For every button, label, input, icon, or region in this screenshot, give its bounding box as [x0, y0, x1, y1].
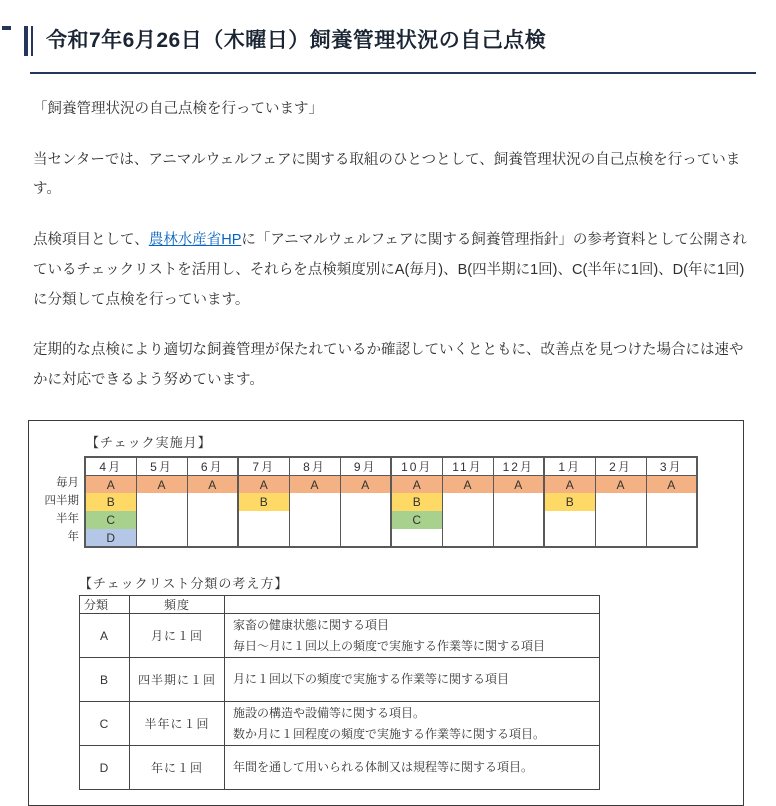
month-header-cell: 1月	[544, 457, 595, 476]
classification-header-row	[80, 596, 600, 614]
empty-cell	[340, 529, 391, 547]
month-header-cell: 11月	[442, 457, 493, 476]
check-cell: A	[391, 475, 442, 493]
schedule-month-header-row	[85, 457, 697, 476]
description-line: 家畜の健康状態に関する項目	[233, 617, 390, 632]
check-cell: A	[187, 475, 238, 493]
description-line: 数か月に１回程度の頻度で実施する作業等に関する項目。	[233, 726, 546, 741]
check-cell: A	[493, 475, 544, 493]
month-header-cell: 8月	[289, 457, 340, 476]
checklist-text-after: に「アニマルウェルフェアに関する飼養管理指針」の参考資料として公開されているチェックリストを活用し、それらを点検頻度別にA(毎月)、B(四半期に1回)、C(半年に1回)、D(年に1回)に分類して点検を行っています。	[33, 232, 747, 308]
intro-paragraph: 当センターでは、アニマルウェルフェアに関する取組のひとつとして、飼養管理状況の自己点検を行っています。	[33, 151, 741, 198]
empty-cell	[595, 493, 646, 511]
check-cell: A	[340, 475, 391, 493]
check-cell: C	[391, 511, 442, 529]
empty-cell	[136, 493, 187, 511]
empty-cell	[187, 511, 238, 529]
empty-cell	[136, 529, 187, 547]
month-header-cell: 9月	[340, 457, 391, 476]
schedule-row-label: 四半期	[44, 494, 79, 507]
classification-table	[79, 595, 600, 790]
check-cell: B	[238, 493, 289, 511]
empty-cell	[340, 511, 391, 529]
description-line: 月に１回以下の頻度で実施する作業等に関する項目	[233, 672, 510, 687]
schedule-row	[85, 493, 697, 511]
check-cell: A	[595, 475, 646, 493]
check-cell: A	[442, 475, 493, 493]
check-cell: A	[544, 475, 595, 493]
check-cell: B	[391, 493, 442, 511]
empty-cell	[289, 511, 340, 529]
article-body	[28, 95, 748, 806]
schedule-row-label: 毎月	[56, 476, 79, 489]
check-cell: A	[136, 475, 187, 493]
description-line: 毎日～月に１回以上の頻度で実施する作業等に関する項目	[233, 638, 546, 653]
maff-hp-link[interactable]: 農林水産省HP	[148, 232, 242, 249]
empty-cell	[442, 493, 493, 511]
month-header-cell: 7月	[238, 457, 289, 476]
check-month-table	[84, 456, 698, 549]
empty-cell	[136, 511, 187, 529]
frequency-cell: 月に１回	[130, 614, 225, 658]
month-header-cell: 5月	[136, 457, 187, 476]
description-cell	[225, 746, 600, 790]
empty-cell	[493, 493, 544, 511]
lead-quote: 「飼養管理状況の自己点検を行っています」	[33, 101, 323, 117]
schedule-row	[85, 511, 697, 529]
class-letter-cell: C	[80, 702, 130, 746]
schedule-table-wrap	[29, 456, 743, 549]
description-line: 施設の構造や設備等に関する項目。	[233, 705, 426, 720]
closing-paragraph: 定期的な点検により適切な飼養管理が保たれているか確認していくとともに、改善点を見つけた場合には速やかに対応できるよう努めています。	[33, 342, 744, 389]
class-letter-cell: D	[80, 746, 130, 790]
schedule-table-body	[85, 475, 697, 547]
frequency-cell: 四半期に１回	[130, 658, 225, 702]
class-letter-cell: A	[80, 614, 130, 658]
empty-cell	[595, 511, 646, 529]
empty-cell	[442, 529, 493, 547]
empty-cell	[493, 529, 544, 547]
classification-header-freq: 頻度	[130, 596, 225, 614]
empty-cell	[646, 529, 697, 547]
empty-cell	[646, 511, 697, 529]
empty-cell	[340, 493, 391, 511]
month-header-cell: 6月	[187, 457, 238, 476]
empty-cell	[238, 511, 289, 529]
empty-cell	[289, 493, 340, 511]
month-header-cell: 2月	[595, 457, 646, 476]
description-cell	[225, 702, 600, 746]
schedule-row	[85, 529, 697, 547]
article-header	[24, 26, 756, 74]
check-cell: A	[289, 475, 340, 493]
classification-row	[80, 614, 600, 658]
empty-cell	[646, 493, 697, 511]
empty-cell	[493, 511, 544, 529]
check-cell: A	[646, 475, 697, 493]
article-page	[0, 26, 776, 780]
classification-header-class: 分類	[80, 596, 130, 614]
month-header-cell: 3月	[646, 457, 697, 476]
title-divider	[30, 72, 756, 74]
schedule-row	[85, 475, 697, 493]
empty-cell	[289, 529, 340, 547]
schedule-row-label: 半年	[56, 512, 79, 525]
schedule-row-label: 年	[67, 530, 79, 543]
classification-row	[80, 702, 600, 746]
description-cell	[225, 614, 600, 658]
empty-cell	[544, 529, 595, 547]
empty-cell	[595, 529, 646, 547]
check-cell: B	[544, 493, 595, 511]
classification-table-title: 【チェックリスト分類の考え方】	[79, 576, 289, 592]
inspection-schedule-figure	[28, 420, 744, 806]
month-header-cell: 12月	[493, 457, 544, 476]
classification-table-body	[80, 614, 600, 790]
checklist-text-before: 点検項目として、	[33, 232, 149, 249]
empty-cell	[391, 529, 442, 547]
check-cell: B	[85, 493, 136, 511]
empty-cell	[238, 529, 289, 547]
description-cell	[225, 658, 600, 702]
checklist-paragraph	[28, 226, 748, 315]
empty-cell	[544, 511, 595, 529]
empty-cell	[187, 529, 238, 547]
check-cell: A	[238, 475, 289, 493]
page-edge-artifact	[2, 26, 11, 30]
class-letter-cell: B	[80, 658, 130, 702]
classification-header-desc	[225, 596, 600, 614]
check-cell: D	[85, 529, 136, 547]
title-accent-bars-icon	[24, 26, 33, 56]
check-cell: C	[85, 511, 136, 529]
page-title: 令和7年6月26日（木曜日）飼養管理状況の自己点検	[46, 29, 547, 53]
schedule-row-labels	[29, 456, 84, 549]
classification-row	[80, 658, 600, 702]
check-cell: A	[85, 475, 136, 493]
frequency-cell: 半年に１回	[130, 702, 225, 746]
month-header-cell: 10月	[391, 457, 442, 476]
empty-cell	[187, 493, 238, 511]
schedule-table-title: 【チェック実施月】	[86, 434, 212, 450]
empty-cell	[442, 511, 493, 529]
description-line: 年間を通して用いられる体制又は規程等に関する項目。	[233, 760, 534, 775]
frequency-cell: 年に１回	[130, 746, 225, 790]
month-header-cell: 4月	[85, 457, 136, 476]
classification-row	[80, 746, 600, 790]
